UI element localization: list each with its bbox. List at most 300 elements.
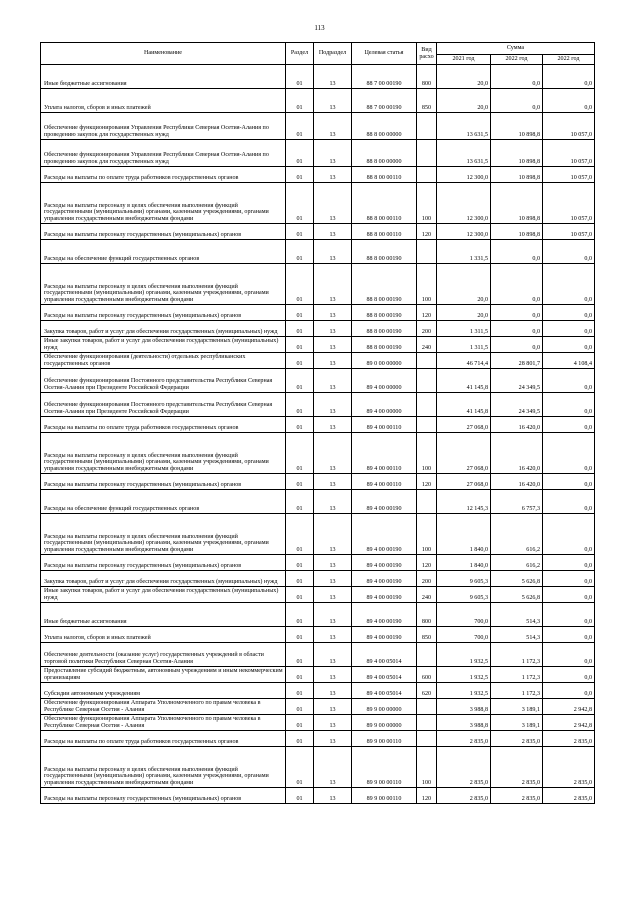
header-2022b: 2022 год xyxy=(543,55,595,65)
row-subsection: 13 xyxy=(314,571,352,587)
row-section: 01 xyxy=(286,305,314,321)
row-subsection: 13 xyxy=(314,417,352,433)
header-sum: Сумма xyxy=(437,43,595,55)
row-value-2022a: 2 835,0 xyxy=(491,788,543,804)
row-target: 88 8 00 00000 xyxy=(352,113,417,140)
row-subsection: 13 xyxy=(314,337,352,353)
row-target: 89 9 00 00110 xyxy=(352,747,417,788)
row-subsection: 13 xyxy=(314,321,352,337)
row-value-2021: 27 068,0 xyxy=(437,433,491,474)
row-target: 89 9 00 00000 xyxy=(352,715,417,731)
row-section: 01 xyxy=(286,417,314,433)
row-target: 89 9 00 00110 xyxy=(352,788,417,804)
row-value-2021: 27 068,0 xyxy=(437,474,491,490)
row-value-2022a: 0,0 xyxy=(491,264,543,305)
row-target: 88 7 00 00190 xyxy=(352,65,417,89)
row-type xyxy=(417,643,437,667)
row-value-2021: 20,0 xyxy=(437,264,491,305)
row-target: 89 4 00 00110 xyxy=(352,474,417,490)
row-value-2021: 20,0 xyxy=(437,89,491,113)
row-name: Расходы на выплаты персоналу в целях обеспечения выполнения функций государственными (муниципальными) органами, казенными учреждениями, органами управления государственными внебюджетными фондами xyxy=(41,514,286,555)
row-target: 89 4 00 00190 xyxy=(352,514,417,555)
table-row xyxy=(41,490,595,514)
row-value-2022a: 10 898,8 xyxy=(491,113,543,140)
row-name: Расходы на выплаты персоналу государственных (муниципальных) органов xyxy=(41,224,286,240)
header-target: Целевая статья xyxy=(352,43,417,65)
row-type xyxy=(417,369,437,393)
row-value-2021: 46 714,4 xyxy=(437,353,491,369)
row-subsection: 13 xyxy=(314,224,352,240)
table-row xyxy=(41,683,595,699)
row-target: 89 4 00 00000 xyxy=(352,393,417,417)
row-section: 01 xyxy=(286,587,314,603)
row-name: Уплата налогов, сборов и иных платежей xyxy=(41,627,286,643)
row-value-2022a: 0,0 xyxy=(491,321,543,337)
row-subsection: 13 xyxy=(314,65,352,89)
row-target: 88 8 00 00190 xyxy=(352,305,417,321)
row-subsection: 13 xyxy=(314,555,352,571)
row-type: 120 xyxy=(417,305,437,321)
row-value-2021: 2 835,0 xyxy=(437,747,491,788)
row-type xyxy=(417,240,437,264)
table-row xyxy=(41,353,595,369)
row-value-2022b: 0,0 xyxy=(543,643,595,667)
row-value-2022b: 0,0 xyxy=(543,264,595,305)
table-row xyxy=(41,167,595,183)
row-value-2022a: 10 898,8 xyxy=(491,224,543,240)
row-subsection: 13 xyxy=(314,305,352,321)
row-subsection: 13 xyxy=(314,264,352,305)
row-type xyxy=(417,140,437,167)
row-value-2022b: 0,0 xyxy=(543,474,595,490)
row-section: 01 xyxy=(286,89,314,113)
row-value-2022b: 10 057,0 xyxy=(543,113,595,140)
header-subsection: Подраздел xyxy=(314,43,352,65)
table-row xyxy=(41,715,595,731)
table-row xyxy=(41,788,595,804)
row-subsection: 13 xyxy=(314,731,352,747)
row-name: Иные бюджетные ассигнования xyxy=(41,603,286,627)
header-name: Наименование xyxy=(41,43,286,65)
row-section: 01 xyxy=(286,224,314,240)
table-row xyxy=(41,474,595,490)
row-value-2021: 2 835,0 xyxy=(437,731,491,747)
row-subsection: 13 xyxy=(314,643,352,667)
row-target: 88 8 00 00110 xyxy=(352,167,417,183)
row-type xyxy=(417,167,437,183)
row-target: 89 4 00 00110 xyxy=(352,417,417,433)
row-name: Расходы на обеспечение функций государственных органов xyxy=(41,240,286,264)
row-target: 89 0 00 00000 xyxy=(352,353,417,369)
row-section: 01 xyxy=(286,699,314,715)
row-subsection: 13 xyxy=(314,667,352,683)
row-value-2022b: 0,0 xyxy=(543,369,595,393)
header-2022a: 2022 год xyxy=(491,55,543,65)
table-row xyxy=(41,587,595,603)
row-section: 01 xyxy=(286,683,314,699)
row-value-2022a: 2 835,0 xyxy=(491,747,543,788)
row-value-2022b: 0,0 xyxy=(543,417,595,433)
row-section: 01 xyxy=(286,113,314,140)
row-type: 100 xyxy=(417,264,437,305)
row-value-2021: 1 840,0 xyxy=(437,555,491,571)
row-target: 89 4 00 00190 xyxy=(352,571,417,587)
row-section: 01 xyxy=(286,715,314,731)
row-value-2022a: 514,3 xyxy=(491,603,543,627)
table-row xyxy=(41,113,595,140)
row-section: 01 xyxy=(286,474,314,490)
table-row xyxy=(41,643,595,667)
row-name: Обеспечение функционирования Аппарата Уполномоченного по правам человека в Республике Северная Осетия - Алания xyxy=(41,699,286,715)
page-number: 113 xyxy=(314,24,325,32)
budget-table xyxy=(40,42,595,804)
row-name: Расходы на выплаты по оплате труда работников государственных органов xyxy=(41,417,286,433)
row-value-2021: 1 311,5 xyxy=(437,321,491,337)
row-type: 120 xyxy=(417,788,437,804)
row-value-2021: 1 932,5 xyxy=(437,643,491,667)
row-type: 200 xyxy=(417,321,437,337)
row-name: Расходы на обеспечение функций государственных органов xyxy=(41,490,286,514)
row-value-2022a: 10 898,8 xyxy=(491,167,543,183)
row-target: 88 7 00 00190 xyxy=(352,89,417,113)
row-target: 89 9 00 00000 xyxy=(352,699,417,715)
row-value-2022b: 0,0 xyxy=(543,393,595,417)
row-target: 89 4 00 00190 xyxy=(352,555,417,571)
row-name: Расходы на выплаты по оплате труда работников государственных органов xyxy=(41,731,286,747)
row-value-2022a: 16 420,0 xyxy=(491,417,543,433)
table-row xyxy=(41,393,595,417)
row-subsection: 13 xyxy=(314,474,352,490)
row-value-2022a: 3 189,1 xyxy=(491,715,543,731)
row-value-2022b: 2 835,0 xyxy=(543,788,595,804)
row-target: 89 4 00 05014 xyxy=(352,643,417,667)
row-type: 100 xyxy=(417,747,437,788)
row-section: 01 xyxy=(286,240,314,264)
table-row xyxy=(41,337,595,353)
row-subsection: 13 xyxy=(314,699,352,715)
row-value-2022b: 0,0 xyxy=(543,667,595,683)
row-target: 89 4 00 00190 xyxy=(352,603,417,627)
table-row xyxy=(41,731,595,747)
row-value-2022b: 2 835,0 xyxy=(543,731,595,747)
row-value-2022b: 0,0 xyxy=(543,89,595,113)
row-value-2022a: 6 757,3 xyxy=(491,490,543,514)
row-type: 240 xyxy=(417,337,437,353)
header-type: Вид расхо xyxy=(417,43,437,65)
table-row xyxy=(41,89,595,113)
row-target: 88 8 00 00110 xyxy=(352,183,417,224)
row-target: 89 4 00 00190 xyxy=(352,490,417,514)
row-section: 01 xyxy=(286,788,314,804)
row-target: 88 8 00 00000 xyxy=(352,140,417,167)
row-value-2022a: 0,0 xyxy=(491,337,543,353)
row-type: 600 xyxy=(417,667,437,683)
row-name: Предоставление субсидий бюджетным, автономным учреждениям и иным некоммерческим организациям xyxy=(41,667,286,683)
table-row xyxy=(41,140,595,167)
row-name: Обеспечение функционирования Аппарата Уполномоченного по правам человека в Республике Северная Осетия - Алания xyxy=(41,715,286,731)
row-type xyxy=(417,699,437,715)
row-target: 89 4 00 00000 xyxy=(352,369,417,393)
row-name: Расходы на выплаты персоналу государственных (муниципальных) органов xyxy=(41,788,286,804)
row-type: 850 xyxy=(417,89,437,113)
row-value-2022b: 2 835,0 xyxy=(543,747,595,788)
row-value-2022b: 0,0 xyxy=(543,490,595,514)
row-value-2021: 1 331,5 xyxy=(437,240,491,264)
row-subsection: 13 xyxy=(314,369,352,393)
row-value-2021: 3 988,8 xyxy=(437,699,491,715)
row-target: 88 8 00 00190 xyxy=(352,264,417,305)
table-row xyxy=(41,571,595,587)
row-type: 850 xyxy=(417,627,437,643)
row-subsection: 13 xyxy=(314,393,352,417)
row-name: Субсидии автономным учреждениям xyxy=(41,683,286,699)
row-value-2022b: 0,0 xyxy=(543,337,595,353)
row-value-2021: 27 068,0 xyxy=(437,417,491,433)
row-section: 01 xyxy=(286,731,314,747)
row-value-2022b: 0,0 xyxy=(543,305,595,321)
row-value-2022a: 16 420,0 xyxy=(491,433,543,474)
table-row xyxy=(41,240,595,264)
row-section: 01 xyxy=(286,667,314,683)
row-value-2022a: 1 172,3 xyxy=(491,643,543,667)
row-value-2022a: 24 349,5 xyxy=(491,369,543,393)
row-value-2022a: 28 801,7 xyxy=(491,353,543,369)
row-value-2022a: 514,3 xyxy=(491,627,543,643)
row-type: 100 xyxy=(417,514,437,555)
row-section: 01 xyxy=(286,555,314,571)
row-value-2022b: 0,0 xyxy=(543,321,595,337)
row-value-2022b: 0,0 xyxy=(543,555,595,571)
row-value-2022a: 0,0 xyxy=(491,65,543,89)
row-section: 01 xyxy=(286,603,314,627)
row-value-2021: 20,0 xyxy=(437,65,491,89)
row-value-2022a: 616,2 xyxy=(491,514,543,555)
row-target: 89 4 00 00110 xyxy=(352,433,417,474)
row-name: Обеспечение функционирования Постоянного представительства Республики Северная Осетия-Алания при Президенте Российской Федерации xyxy=(41,393,286,417)
row-name: Расходы на выплаты персоналу государственных (муниципальных) органов xyxy=(41,305,286,321)
row-subsection: 13 xyxy=(314,587,352,603)
row-value-2022b: 0,0 xyxy=(543,627,595,643)
row-subsection: 13 xyxy=(314,433,352,474)
row-subsection: 13 xyxy=(314,240,352,264)
row-value-2021: 12 300,0 xyxy=(437,183,491,224)
row-type: 120 xyxy=(417,555,437,571)
row-name: Иные закупки товаров, работ и услуг для обеспечения государственных (муниципальных) нужд xyxy=(41,337,286,353)
row-section: 01 xyxy=(286,140,314,167)
row-value-2022b: 10 057,0 xyxy=(543,167,595,183)
row-name: Расходы на выплаты персоналу в целях обеспечения выполнения функций государственными (муниципальными) органами, казенными учреждениями, органами управления государственными внебюджетными фондами xyxy=(41,433,286,474)
row-value-2022b: 0,0 xyxy=(543,603,595,627)
row-type: 620 xyxy=(417,683,437,699)
row-name: Обеспечение функционирования Постоянного представительства Республики Северная Осетия-Алания при Президенте Российской Федерации xyxy=(41,369,286,393)
row-subsection: 13 xyxy=(314,89,352,113)
row-type: 800 xyxy=(417,65,437,89)
header-2021: 2021 год xyxy=(437,55,491,65)
row-value-2022b: 0,0 xyxy=(543,514,595,555)
row-type xyxy=(417,417,437,433)
row-section: 01 xyxy=(286,369,314,393)
row-subsection: 13 xyxy=(314,353,352,369)
row-type: 100 xyxy=(417,183,437,224)
table-row xyxy=(41,603,595,627)
row-value-2021: 1 311,5 xyxy=(437,337,491,353)
row-value-2021: 12 300,0 xyxy=(437,167,491,183)
row-value-2021: 700,0 xyxy=(437,603,491,627)
row-name: Обеспечение деятельности (оказание услуг) государственных учреждений в области торговой политики Республики Северная Осетия-Алания xyxy=(41,643,286,667)
row-target: 89 4 00 05014 xyxy=(352,667,417,683)
row-subsection: 13 xyxy=(314,183,352,224)
row-section: 01 xyxy=(286,490,314,514)
row-value-2021: 41 145,8 xyxy=(437,369,491,393)
row-section: 01 xyxy=(286,353,314,369)
row-section: 01 xyxy=(286,627,314,643)
table-row xyxy=(41,627,595,643)
row-name: Расходы на выплаты персоналу государственных (муниципальных) органов xyxy=(41,555,286,571)
row-section: 01 xyxy=(286,337,314,353)
table-row xyxy=(41,321,595,337)
row-subsection: 13 xyxy=(314,603,352,627)
row-name: Закупка товаров, работ и услуг для обеспечения государственных (муниципальных) нужд xyxy=(41,321,286,337)
row-name: Уплата налогов, сборов и иных платежей xyxy=(41,89,286,113)
row-value-2021: 9 605,3 xyxy=(437,571,491,587)
row-target: 88 8 00 00190 xyxy=(352,337,417,353)
table-row xyxy=(41,264,595,305)
row-section: 01 xyxy=(286,321,314,337)
row-subsection: 13 xyxy=(314,514,352,555)
row-value-2021: 13 631,5 xyxy=(437,113,491,140)
row-target: 89 4 00 00190 xyxy=(352,627,417,643)
row-subsection: 13 xyxy=(314,627,352,643)
row-section: 01 xyxy=(286,183,314,224)
row-section: 01 xyxy=(286,571,314,587)
row-target: 89 4 00 05014 xyxy=(352,683,417,699)
row-value-2022a: 0,0 xyxy=(491,305,543,321)
row-value-2021: 41 145,8 xyxy=(437,393,491,417)
row-subsection: 13 xyxy=(314,113,352,140)
row-type xyxy=(417,490,437,514)
row-value-2021: 2 835,0 xyxy=(437,788,491,804)
row-value-2021: 9 605,3 xyxy=(437,587,491,603)
row-value-2022a: 2 835,0 xyxy=(491,731,543,747)
table-row xyxy=(41,183,595,224)
row-type xyxy=(417,731,437,747)
row-type xyxy=(417,353,437,369)
table-row xyxy=(41,417,595,433)
row-section: 01 xyxy=(286,393,314,417)
row-value-2021: 13 631,5 xyxy=(437,140,491,167)
table-row xyxy=(41,667,595,683)
row-value-2021: 20,0 xyxy=(437,305,491,321)
row-subsection: 13 xyxy=(314,747,352,788)
row-type: 200 xyxy=(417,571,437,587)
row-value-2021: 12 145,3 xyxy=(437,490,491,514)
row-value-2022b: 0,0 xyxy=(543,240,595,264)
row-section: 01 xyxy=(286,65,314,89)
row-name: Расходы на выплаты персоналу в целях обеспечения выполнения функций государственными (муниципальными) органами, казенными учреждениями, органами управления государственными внебюджетными фондами xyxy=(41,183,286,224)
row-target: 89 9 00 00110 xyxy=(352,731,417,747)
row-value-2021: 1 840,0 xyxy=(437,514,491,555)
row-value-2022a: 0,0 xyxy=(491,240,543,264)
row-value-2022a: 24 349,5 xyxy=(491,393,543,417)
table-row xyxy=(41,747,595,788)
row-name: Закупка товаров, работ и услуг для обеспечения государственных (муниципальных) нужд xyxy=(41,571,286,587)
row-type xyxy=(417,715,437,731)
row-value-2021: 1 932,5 xyxy=(437,683,491,699)
row-name: Расходы на выплаты персоналу в целях обеспечения выполнения функций государственными (муниципальными) органами, казенными учреждениями, органами управления государственными внебюджетными фондами xyxy=(41,747,286,788)
row-value-2022b: 2 942,8 xyxy=(543,699,595,715)
row-section: 01 xyxy=(286,264,314,305)
row-section: 01 xyxy=(286,433,314,474)
table-row xyxy=(41,514,595,555)
row-value-2022b: 0,0 xyxy=(543,683,595,699)
table-row xyxy=(41,369,595,393)
row-type: 120 xyxy=(417,474,437,490)
row-value-2021: 1 932,5 xyxy=(437,667,491,683)
row-subsection: 13 xyxy=(314,140,352,167)
row-type xyxy=(417,393,437,417)
table-row xyxy=(41,699,595,715)
row-subsection: 13 xyxy=(314,715,352,731)
row-target: 88 8 00 00190 xyxy=(352,240,417,264)
row-value-2022b: 2 942,8 xyxy=(543,715,595,731)
row-section: 01 xyxy=(286,747,314,788)
row-value-2022a: 10 898,8 xyxy=(491,183,543,224)
row-name: Расходы на выплаты по оплате труда работников государственных органов xyxy=(41,167,286,183)
row-value-2021: 3 988,8 xyxy=(437,715,491,731)
row-value-2022b: 0,0 xyxy=(543,587,595,603)
table-row xyxy=(41,555,595,571)
row-section: 01 xyxy=(286,514,314,555)
header-section: Раздел xyxy=(286,43,314,65)
row-section: 01 xyxy=(286,167,314,183)
table-row xyxy=(41,224,595,240)
table-row xyxy=(41,433,595,474)
row-name: Иные бюджетные ассигнования xyxy=(41,65,286,89)
table-row xyxy=(41,305,595,321)
row-value-2022a: 3 189,1 xyxy=(491,699,543,715)
row-value-2021: 12 300,0 xyxy=(437,224,491,240)
row-value-2022a: 616,2 xyxy=(491,555,543,571)
row-value-2022a: 10 898,8 xyxy=(491,140,543,167)
row-value-2021: 700,0 xyxy=(437,627,491,643)
row-value-2022b: 0,0 xyxy=(543,433,595,474)
row-target: 89 4 00 00190 xyxy=(352,587,417,603)
row-value-2022b: 10 057,0 xyxy=(543,140,595,167)
row-subsection: 13 xyxy=(314,788,352,804)
row-value-2022a: 0,0 xyxy=(491,89,543,113)
row-name: Обеспечение функционирования Управления Республики Северная Осетия-Алания по проведению закупок для государственных нужд xyxy=(41,140,286,167)
row-value-2022a: 1 172,3 xyxy=(491,683,543,699)
row-subsection: 13 xyxy=(314,683,352,699)
row-section: 01 xyxy=(286,643,314,667)
row-name: Обеспечение функционирования (деятельности) отдельных республиканских государственных органов xyxy=(41,353,286,369)
row-value-2022a: 5 626,8 xyxy=(491,571,543,587)
row-value-2022a: 1 172,3 xyxy=(491,667,543,683)
row-target: 88 8 00 00190 xyxy=(352,321,417,337)
row-type: 120 xyxy=(417,224,437,240)
row-target: 88 8 00 00110 xyxy=(352,224,417,240)
row-type: 100 xyxy=(417,433,437,474)
row-name: Расходы на выплаты персоналу в целях обеспечения выполнения функций государственными (муниципальными) органами, казенными учреждениями, органами управления государственными внебюджетными фондами xyxy=(41,264,286,305)
table-row xyxy=(41,65,595,89)
row-value-2022b: 10 057,0 xyxy=(543,224,595,240)
row-subsection: 13 xyxy=(314,490,352,514)
row-value-2022a: 16 420,0 xyxy=(491,474,543,490)
row-value-2022b: 10 057,0 xyxy=(543,183,595,224)
row-type xyxy=(417,113,437,140)
row-name: Расходы на выплаты персоналу государственных (муниципальных) органов xyxy=(41,474,286,490)
row-name: Обеспечение функционирования Управления Республики Северная Осетия-Алания по проведению закупок для государственных нужд xyxy=(41,113,286,140)
